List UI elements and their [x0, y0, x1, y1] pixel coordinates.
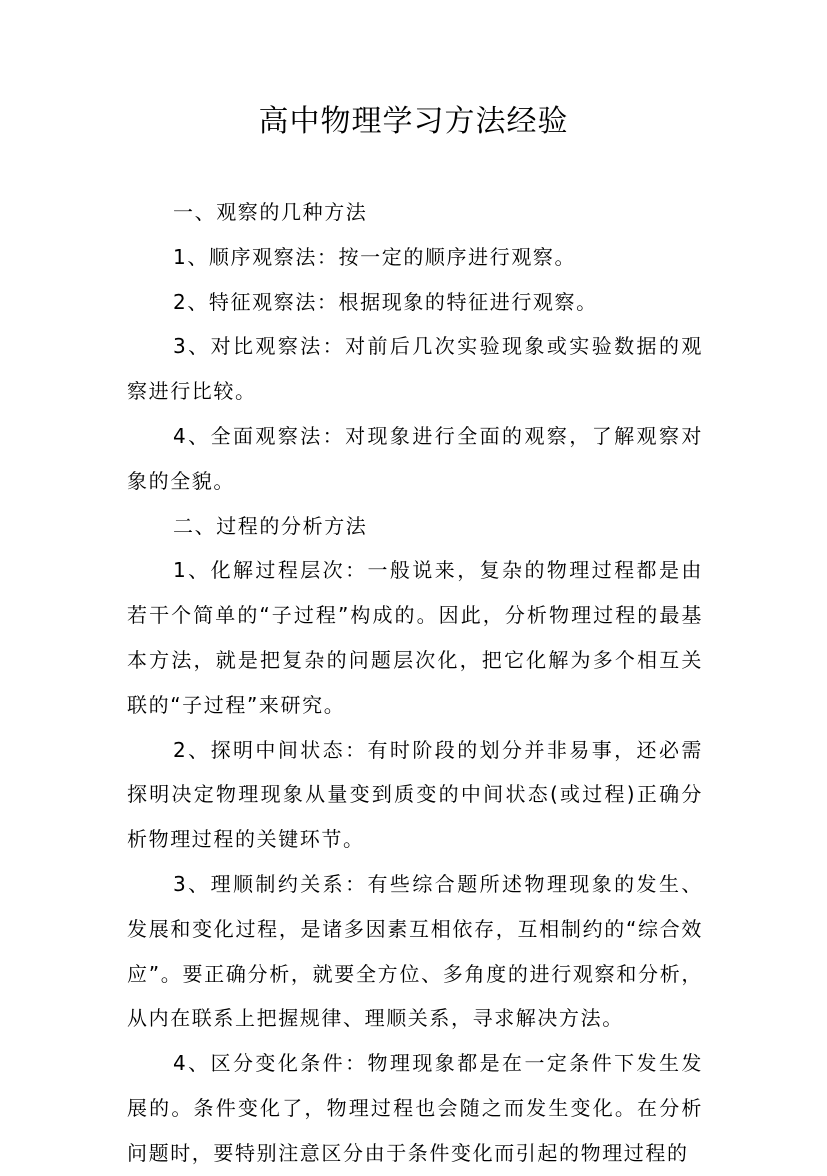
- document-body: [127, 190, 703, 1176]
- paragraph-sequential-observation: 1、顺序观察法：按一定的顺序进行观察。: [173, 244, 577, 269]
- section-heading-observation-methods: 一、观察的几种方法: [173, 200, 368, 224]
- paragraph-intermediate-state: 2、探明中间状态：有时阶段的划分并非易事，还必需探明决定物理现象从量变到质变的中间状态(或过程)正确分析物理过程的关键环节。: [127, 737, 703, 852]
- paragraph-comprehensive-observation: 4、全面观察法：对现象进行全面的观察，了解观察对象的全貌。: [127, 423, 703, 493]
- paragraph-decompose-process: 1、化解过程层次：一般说来，复杂的物理过程都是由若干个简单的“子过程”构成的。因此，分析物理过程的最基本方法，就是把复杂的问题层次化，把它化解为多个相互关联的“子过程”来研究。: [127, 558, 703, 717]
- paragraph-changing-conditions: 4、区分变化条件：物理现象都是在一定条件下发生发展的。条件变化了，物理过程也会随之而发生变化。在分析问题时，要特别注意区分由于条件变化而引起的物理过程的: [127, 1051, 703, 1165]
- paragraph-feature-observation: 2、特征观察法：根据现象的特征进行观察。: [173, 289, 598, 314]
- paragraph-constraint-relations: 3、理顺制约关系：有些综合题所述物理现象的发生、发展和变化过程，是诸多因素互相依存，互相制约的“综合效应”。要正确分析，就要全方位、多角度的进行观察和分析，从内在联系上把握规律、理顺关系，寻求解决方法。: [127, 871, 703, 1031]
- paragraph-comparative-observation: 3、对比观察法：对前后几次实验现象或实验数据的观察进行比较。: [127, 334, 703, 404]
- section-heading-process-analysis: 二、过程的分析方法: [173, 513, 368, 538]
- document-title: 高中物理学习方法经验: [258, 104, 569, 139]
